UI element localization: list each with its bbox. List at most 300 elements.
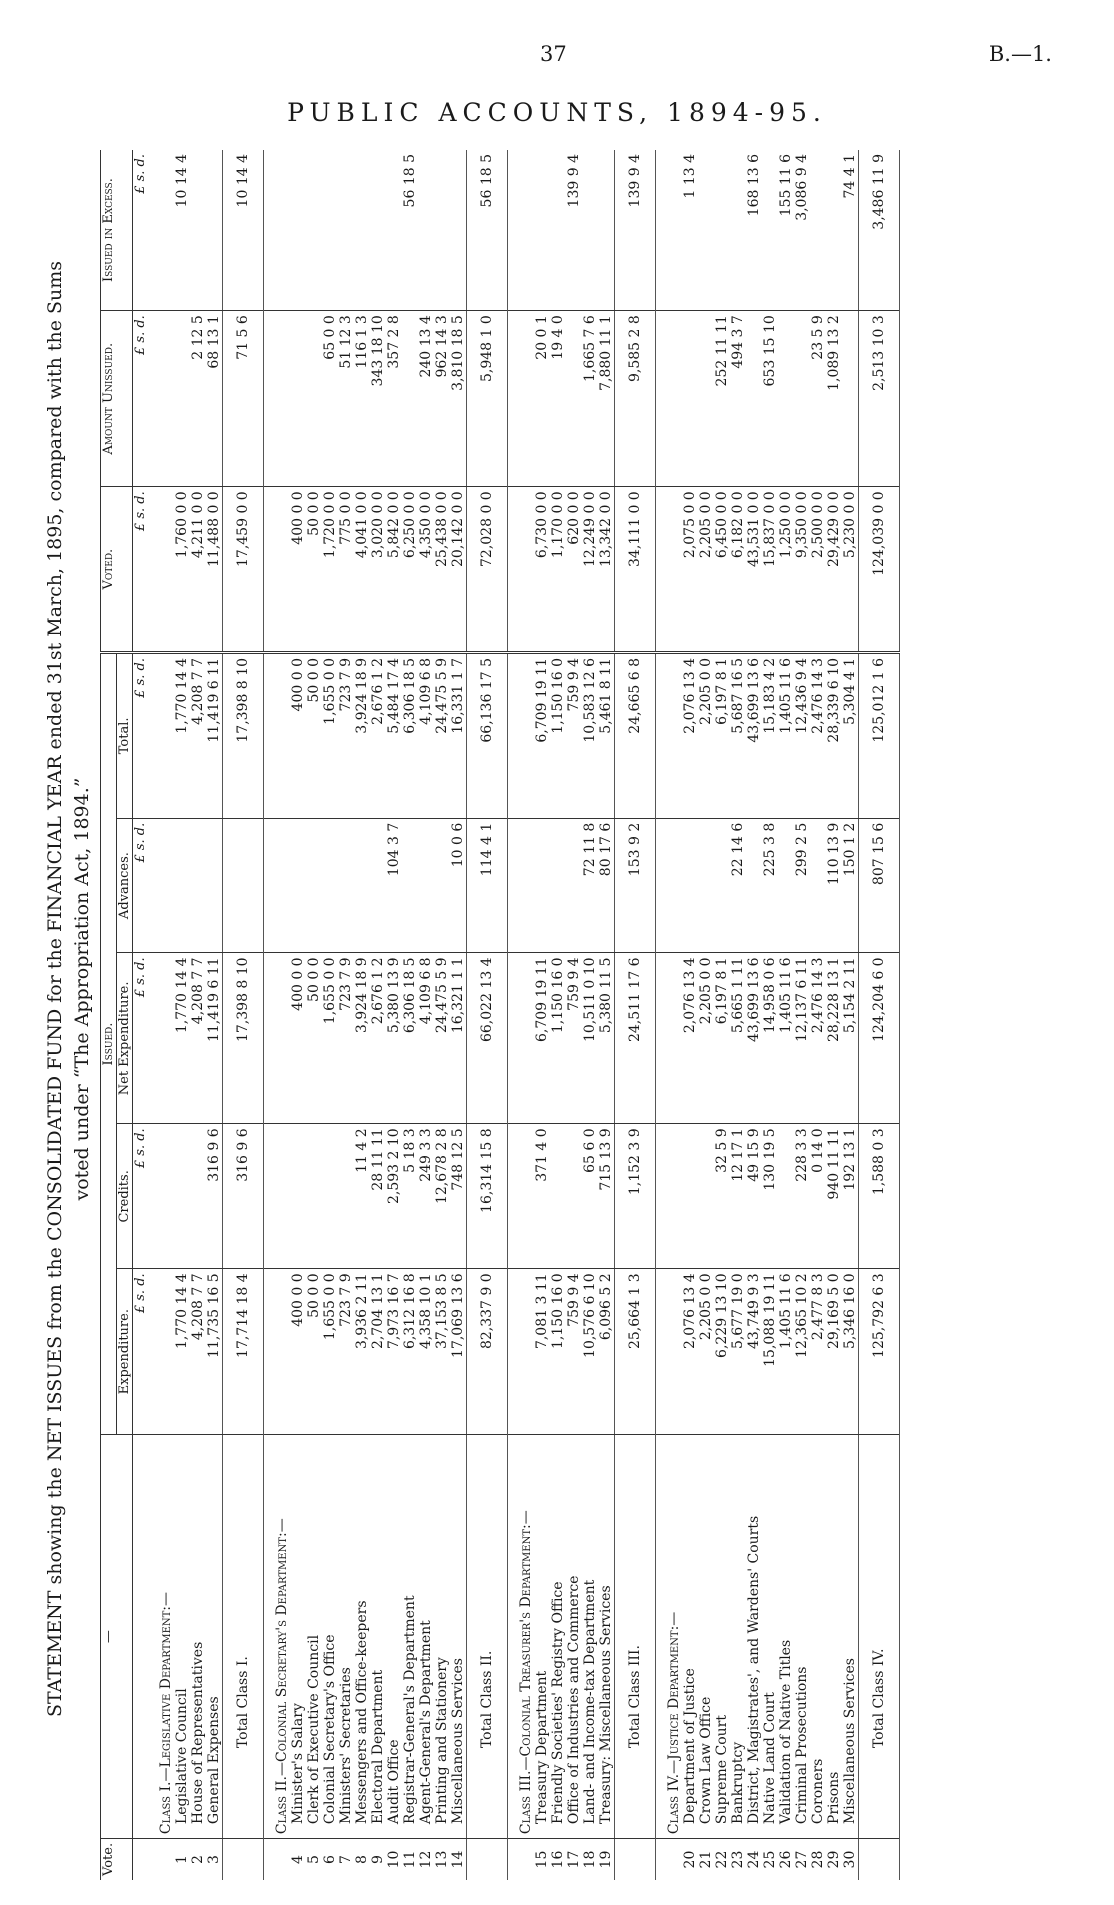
expenditure-cell: 1,405 11 6	[778, 1269, 794, 1435]
voted-total-cell: 124,039 0 0	[859, 487, 900, 653]
expenditure-cell: 15,088 19 11	[762, 1269, 778, 1435]
total-cell: 2,476 14 3	[810, 653, 826, 819]
table-row	[290, 150, 306, 1880]
voted-cell: 11,488 0 0	[206, 487, 223, 653]
document-reference: B.—1.	[988, 42, 1052, 66]
expenditure-cell: 759 9 4	[566, 1269, 582, 1435]
net-expenditure-cell: 10,511 0 10	[582, 953, 598, 1124]
table-body	[148, 150, 900, 1880]
item-description: District, Magistrates', and Wardens' Courts	[746, 1435, 762, 1839]
vote-number	[656, 1839, 683, 1880]
voted-cell: 1,720 0 0	[322, 487, 338, 653]
table-row	[550, 150, 566, 1880]
amount-unissued-cell: 357 2 8	[386, 311, 402, 487]
amount-unissued-cell: 1,089 13 2	[826, 311, 842, 487]
advances-cell	[206, 818, 223, 953]
net-expenditure-cell: 5,665 1 11	[730, 953, 746, 1124]
voted-cell: 620 0 0	[566, 487, 582, 653]
total-cell: 1,405 11 6	[778, 653, 794, 819]
table-row	[386, 150, 402, 1880]
amount-unissued-cell	[402, 311, 418, 487]
class-heading: Class IV.—Justice Department:—	[656, 1435, 683, 1839]
item-description: House of Representatives	[190, 1435, 206, 1839]
vote-number: 28	[810, 1839, 826, 1880]
vote-number: 18	[582, 1839, 598, 1880]
vote-number: 11	[402, 1839, 418, 1880]
advances-cell	[354, 818, 370, 953]
total-cell: 2,076 13 4	[682, 653, 698, 819]
credits-cell: 228 3 3	[794, 1124, 810, 1269]
credits-cell	[698, 1124, 714, 1269]
voted-cell: 15,837 0 0	[762, 487, 778, 653]
amount-unissued-cell: 343 18 10	[370, 311, 386, 487]
empty-cell	[508, 1124, 535, 1269]
issued-in-excess-cell	[598, 150, 615, 311]
voted-cell: 2,205 0 0	[698, 487, 714, 653]
vote-number: 27	[794, 1839, 810, 1880]
voted-cell: 12,249 0 0	[582, 487, 598, 653]
voted-cell: 5,842 0 0	[386, 487, 402, 653]
total-cell: 1,770 14 4	[174, 653, 190, 819]
item-description: Native Land Court	[762, 1435, 778, 1839]
voted-cell: 1,250 0 0	[778, 487, 794, 653]
empty-cell	[148, 487, 174, 653]
empty-cell	[656, 953, 683, 1124]
table-row	[714, 150, 730, 1880]
amount-unissued-cell	[174, 311, 190, 487]
net-expenditure-cell: 3,924 18 9	[354, 953, 370, 1124]
net-expenditure-cell: 2,476 14 3	[810, 953, 826, 1124]
table-row	[746, 150, 762, 1880]
page-title: PUBLIC ACCOUNTS, 1894-95.	[287, 98, 827, 127]
header-amount-unissued	[101, 311, 133, 487]
item-description: Criminal Prosecutions	[794, 1435, 810, 1839]
item-description: Department of Justice	[682, 1435, 698, 1839]
net-expenditure-cell: 2,076 13 4	[682, 953, 698, 1124]
item-description: Prisons	[826, 1435, 842, 1839]
vote-number: 19	[598, 1839, 615, 1880]
item-description: Bankruptcy	[730, 1435, 746, 1839]
credits-cell: 28 11 11	[370, 1124, 386, 1269]
amount-unissued-cell	[290, 311, 306, 487]
vote-number: 30	[842, 1839, 859, 1880]
expenditure-total-cell: 82,337 9 0	[467, 1269, 508, 1435]
empty-cell	[508, 487, 535, 653]
table-row	[778, 150, 794, 1880]
page-number: 37	[540, 42, 567, 66]
issued-in-excess-cell	[306, 150, 322, 311]
amount-unissued-cell	[682, 311, 698, 487]
amount-unissued-cell: 68 13 1	[206, 311, 223, 487]
statement-heading-line1: STATEMENT showing the NET ISSUES from the CONSOLIDATED FUND for the FINANCIAL YEAR ended 31st March, 1895, compared with the Sums	[44, 260, 66, 1718]
advances-cell: 80 17 6	[598, 818, 615, 953]
total-cell: 5,461 8 11	[598, 653, 615, 819]
table-row	[354, 150, 370, 1880]
advances-total-cell: 153 9 2	[615, 818, 656, 953]
vote-number: 9	[370, 1839, 386, 1880]
item-description: Registrar-General's Department	[402, 1435, 418, 1839]
empty-cell	[148, 1124, 174, 1269]
issued-in-excess-cell	[418, 150, 434, 311]
unit-label: £ s. d.	[133, 1124, 149, 1269]
advances-cell: 225 3 8	[762, 818, 778, 953]
issued-in-excess-cell	[338, 150, 354, 311]
advances-cell: 22 14 6	[730, 818, 746, 953]
unit-label: £ s. d.	[133, 311, 149, 487]
net-expenditure-cell: 1,770 14 4	[174, 953, 190, 1124]
advances-cell	[778, 818, 794, 953]
table-row	[402, 150, 418, 1880]
voted-cell: 29,429 0 0	[826, 487, 842, 653]
vote-number	[148, 1839, 174, 1880]
total-cell: 50 0 0	[306, 653, 322, 819]
header-voted	[101, 487, 133, 653]
empty-cell	[264, 487, 291, 653]
voted-cell: 20,142 0 0	[450, 487, 467, 653]
total-cell: 1,655 0 0	[322, 653, 338, 819]
table-row	[682, 150, 698, 1880]
table-row	[582, 150, 598, 1880]
issued-in-excess-total-cell: 56 18 5	[467, 150, 508, 311]
voted-cell: 6,250 0 0	[402, 487, 418, 653]
item-description: Agent-General's Department	[418, 1435, 434, 1839]
issued-in-excess-total-cell: 10 14 4	[223, 150, 264, 311]
issued-in-excess-cell: 139 9 4	[566, 154, 582, 208]
amount-unissued-cell: 240 13 4	[418, 311, 434, 487]
total-cell: 10,583 12 6	[582, 653, 598, 819]
amount-unissued-cell: 252 11 11	[714, 311, 730, 487]
net-expenditure-cell: 5,380 11 5	[598, 953, 615, 1124]
credits-cell	[290, 1124, 306, 1269]
expenditure-cell: 43,749 9 3	[746, 1269, 762, 1435]
vote-number: 7	[338, 1839, 354, 1880]
empty-cell	[508, 953, 535, 1124]
advances-cell: 10 0 6	[450, 818, 467, 953]
credits-cell	[306, 1124, 322, 1269]
amount-unissued-cell: 116 1 3	[354, 311, 370, 487]
expenditure-cell: 1,655 0 0	[322, 1269, 338, 1435]
total-cell: 5,304 4 1	[842, 653, 859, 819]
class-heading-row	[264, 150, 291, 1880]
advances-cell: 150 1 2	[842, 818, 859, 953]
advances-cell	[682, 818, 698, 953]
net-expenditure-cell: 11,419 6 11	[206, 953, 223, 1124]
advances-cell	[566, 818, 582, 953]
credits-cell: 65 6 0	[582, 1124, 598, 1269]
item-description: Office of Industries and Commerce	[566, 1435, 582, 1839]
empty-cell	[508, 311, 535, 487]
issued-in-excess-total-cell: 139 9 4	[615, 150, 656, 311]
expenditure-cell: 2,205 0 0	[698, 1269, 714, 1435]
voted-cell: 5,230 0 0	[842, 487, 859, 653]
table-row	[174, 150, 190, 1880]
credits-cell	[190, 1124, 206, 1269]
total-cell: 15,183 4 2	[762, 653, 778, 819]
vote-number: 22	[714, 1839, 730, 1880]
net-expenditure-cell: 5,380 13 9	[386, 953, 402, 1124]
credits-cell: 371 4 0	[534, 1124, 550, 1269]
net-expenditure-cell: 43,699 13 6	[746, 953, 762, 1124]
vote-number: 17	[566, 1839, 582, 1880]
header-total: Total.	[117, 653, 133, 819]
credits-cell: 49 15 9	[746, 1124, 762, 1269]
advances-total-cell	[223, 818, 264, 953]
credits-cell: 12 17 1	[730, 1124, 746, 1269]
voted-cell: 775 0 0	[338, 487, 354, 653]
net-expenditure-cell: 14,958 0 6	[762, 953, 778, 1124]
table-row	[842, 150, 859, 1880]
voted-cell: 43,531 0 0	[746, 487, 762, 653]
item-description: Validation of Native Titles	[778, 1435, 794, 1839]
issued-in-excess-cell	[698, 150, 714, 311]
amount-unissued-cell: 653 15 10	[762, 311, 778, 487]
class-heading: Class III.—Colonial Treasurer's Department:—	[508, 1435, 535, 1839]
empty-cell	[148, 311, 174, 487]
total-cell: 43,699 13 6	[746, 653, 762, 819]
issued-in-excess-total-cell: 3,486 11 9	[859, 150, 900, 311]
class-heading-row	[148, 150, 174, 1880]
net-expenditure-cell: 2,676 1 2	[370, 953, 386, 1124]
credits-cell: 748 12 5	[450, 1124, 467, 1269]
header-credits: Credits.	[117, 1124, 133, 1269]
class-total-row	[223, 150, 264, 1880]
vote-number: 10	[386, 1839, 402, 1880]
item-description: Audit Office	[386, 1435, 402, 1839]
unit-label: £ s. d.	[133, 653, 149, 819]
net-expenditure-cell: 4,208 7 7	[190, 953, 206, 1124]
class-total-row	[615, 150, 656, 1880]
amount-unissued-cell	[566, 311, 582, 487]
total-cell: 24,475 5 9	[434, 653, 450, 819]
amount-unissued-cell: 7,880 11 1	[598, 311, 615, 487]
amount-unissued-cell: 494 3 7	[730, 311, 746, 487]
vote-number: 14	[450, 1839, 467, 1880]
amount-unissued-total-cell: 71 5 6	[223, 311, 264, 487]
credits-cell	[338, 1124, 354, 1269]
net-expenditure-cell: 12,137 6 11	[794, 953, 810, 1124]
expenditure-cell: 6,312 16 8	[402, 1269, 418, 1435]
voted-cell: 4,350 0 0	[418, 487, 434, 653]
unit-label: £ s. d.	[133, 487, 149, 653]
voted-cell: 6,450 0 0	[714, 487, 730, 653]
class-total-label: Total Class I.	[223, 1435, 264, 1839]
expenditure-cell: 2,704 13 1	[370, 1269, 386, 1435]
advances-cell	[190, 818, 206, 953]
item-description: Ministers' Secretaries	[338, 1435, 354, 1839]
voted-cell: 400 0 0	[290, 487, 306, 653]
header-vote: Vote.	[101, 1839, 133, 1880]
expenditure-cell: 5,346 16 0	[842, 1269, 859, 1435]
empty-cell	[148, 818, 174, 953]
amount-unissued-cell	[746, 311, 762, 487]
total-cell: 2,205 0 0	[698, 653, 714, 819]
net-expenditure-total-cell: 66,022 13 4	[467, 953, 508, 1124]
header-issued-in-excess	[101, 150, 133, 311]
credits-cell: 12,678 2 8	[434, 1124, 450, 1269]
empty-cell	[508, 818, 535, 953]
expenditure-cell: 2,477 8 3	[810, 1269, 826, 1435]
total-cell: 4,208 7 7	[190, 653, 206, 819]
amount-unissued-cell	[842, 311, 859, 487]
credits-cell: 192 13 1	[842, 1124, 859, 1269]
credits-cell	[174, 1124, 190, 1269]
expenditure-cell: 6,229 13 10	[714, 1269, 730, 1435]
credits-cell	[322, 1124, 338, 1269]
expenditure-total-cell: 125,792 6 3	[859, 1269, 900, 1435]
expenditure-cell: 2,076 13 4	[682, 1269, 698, 1435]
vote-number: 26	[778, 1839, 794, 1880]
total-total-cell: 24,665 6 8	[615, 653, 656, 819]
header-description: —	[101, 1435, 133, 1839]
credits-total-cell: 1,588 0 3	[859, 1124, 900, 1269]
total-cell: 1,150 16 0	[550, 653, 566, 819]
voted-total-cell: 34,111 0 0	[615, 487, 656, 653]
advances-cell	[338, 818, 354, 953]
vote-number: 6	[322, 1839, 338, 1880]
issued-in-excess-cell: 3,086 9 4	[794, 154, 810, 221]
advances-cell	[402, 818, 418, 953]
credits-cell: 130 19 5	[762, 1124, 778, 1269]
class-heading: Class II.—Colonial Secretary's Department:—	[264, 1435, 291, 1839]
empty-cell	[264, 818, 291, 953]
table-row	[322, 150, 338, 1880]
vote-number: 24	[746, 1839, 762, 1880]
expenditure-cell: 7,081 3 11	[534, 1269, 550, 1435]
empty-cell	[148, 953, 174, 1124]
advances-cell	[746, 818, 762, 953]
issued-in-excess-cell	[386, 150, 402, 311]
amount-unissued-cell	[778, 311, 794, 487]
net-expenditure-total-cell: 17,398 8 10	[223, 953, 264, 1124]
credits-cell	[566, 1124, 582, 1269]
table-row	[762, 150, 778, 1880]
item-description: Printing and Stationery	[434, 1435, 450, 1839]
item-description: Miscellaneous Services	[450, 1435, 467, 1839]
credits-cell: 5 18 3	[402, 1124, 418, 1269]
issued-in-excess-cell	[354, 150, 370, 311]
amount-unissued-cell: 3,810 18 5	[450, 311, 467, 487]
expenditure-cell: 4,208 7 7	[190, 1269, 206, 1435]
empty-cell	[656, 818, 683, 953]
table-row	[338, 150, 354, 1880]
vote-number: 2	[190, 1839, 206, 1880]
advances-cell: 299 2 5	[794, 818, 810, 953]
expenditure-cell: 400 0 0	[290, 1269, 306, 1435]
header-voted-label: Voted.	[101, 548, 116, 590]
amount-unissued-cell: 962 14 3	[434, 311, 450, 487]
accounts-table-wrapper	[100, 150, 1060, 1880]
table-row	[730, 150, 746, 1880]
vote-number: 15	[534, 1839, 550, 1880]
credits-cell	[550, 1124, 566, 1269]
credits-total-cell: 316 9 6	[223, 1124, 264, 1269]
issued-in-excess-cell	[550, 150, 566, 311]
unit-label: £ s. d.	[133, 818, 149, 953]
empty-cell	[264, 311, 291, 487]
voted-cell: 6,730 0 0	[534, 487, 550, 653]
amount-unissued-cell: 2 12 5	[190, 311, 206, 487]
net-expenditure-cell: 1,405 11 6	[778, 953, 794, 1124]
advances-cell	[290, 818, 306, 953]
advances-cell	[370, 818, 386, 953]
issued-in-excess-cell	[714, 150, 730, 311]
total-cell: 400 0 0	[290, 653, 306, 819]
credits-cell: 11 4 2	[354, 1124, 370, 1269]
net-expenditure-cell: 6,306 18 5	[402, 953, 418, 1124]
empty-cell	[264, 1124, 291, 1269]
amount-unissued-total-cell: 5,948 1 0	[467, 311, 508, 487]
issued-in-excess-cell: 74 4 1	[842, 154, 858, 199]
item-description: Land- and Income-tax Department	[582, 1435, 598, 1839]
table-row	[598, 150, 615, 1880]
header-issued-label: Issued.	[101, 1022, 116, 1066]
expenditure-cell: 17,069 13 6	[450, 1269, 467, 1435]
unit-label: £ s. d.	[133, 1269, 149, 1435]
advances-cell: 110 13 9	[826, 818, 842, 953]
net-expenditure-total-cell: 24,511 17 6	[615, 953, 656, 1124]
class-total-label: Total Class III.	[615, 1435, 656, 1839]
issued-in-excess-cell	[450, 150, 467, 311]
voted-total-cell: 17,459 0 0	[223, 487, 264, 653]
total-cell: 5,687 16 5	[730, 653, 746, 819]
item-description: Messengers and Office-keepers	[354, 1435, 370, 1839]
net-expenditure-cell: 723 7 9	[338, 953, 354, 1124]
empty-cell	[656, 1124, 683, 1269]
credits-total-cell: 1,152 3 9	[615, 1124, 656, 1269]
item-description: Crown Law Office	[698, 1435, 714, 1839]
empty-cell	[656, 487, 683, 653]
vote-number: 3	[206, 1839, 223, 1880]
item-description: Treasury Department	[534, 1435, 550, 1839]
total-cell: 12,436 9 4	[794, 653, 810, 819]
expenditure-total-cell: 17,714 18 4	[223, 1269, 264, 1435]
issued-in-excess-cell: 1 13 4	[682, 154, 698, 199]
table-row	[810, 150, 826, 1880]
empty-cell	[148, 1269, 174, 1435]
amount-unissued-cell	[306, 311, 322, 487]
vote-number: 8	[354, 1839, 370, 1880]
issued-in-excess-cell: 10 14 4	[174, 154, 190, 208]
item-description: Colonial Secretary's Office	[322, 1435, 338, 1839]
issued-in-excess-cell: 155 11 6	[778, 154, 794, 217]
credits-cell: 316 9 6	[206, 1124, 223, 1269]
issued-in-excess-cell: 168 13 6	[746, 154, 762, 217]
amount-unissued-cell: 20 0 1	[534, 311, 550, 487]
expenditure-total-cell: 25,664 1 3	[615, 1269, 656, 1435]
net-expenditure-cell: 16,321 1 1	[450, 953, 467, 1124]
table-row	[794, 150, 810, 1880]
advances-cell	[306, 818, 322, 953]
item-description: Clerk of Executive Council	[306, 1435, 322, 1839]
item-description: Electoral Department	[370, 1435, 386, 1839]
advances-cell	[174, 818, 190, 953]
vote-number: 1	[174, 1839, 190, 1880]
issued-in-excess-cell	[730, 150, 746, 311]
issued-in-excess-cell	[762, 150, 778, 311]
voted-cell: 9,350 0 0	[794, 487, 810, 653]
class-total-label: Total Class IV.	[859, 1435, 900, 1839]
vote-number: 4	[290, 1839, 306, 1880]
issued-in-excess-cell	[290, 150, 306, 311]
net-expenditure-cell: 400 0 0	[290, 953, 306, 1124]
total-cell: 6,197 8 1	[714, 653, 730, 819]
expenditure-cell: 4,358 10 1	[418, 1269, 434, 1435]
advances-cell: 72 11 8	[582, 818, 598, 953]
total-cell: 3,924 18 9	[354, 653, 370, 819]
empty-cell	[656, 653, 683, 819]
expenditure-cell: 1,770 14 4	[174, 1269, 190, 1435]
amount-unissued-cell	[698, 311, 714, 487]
